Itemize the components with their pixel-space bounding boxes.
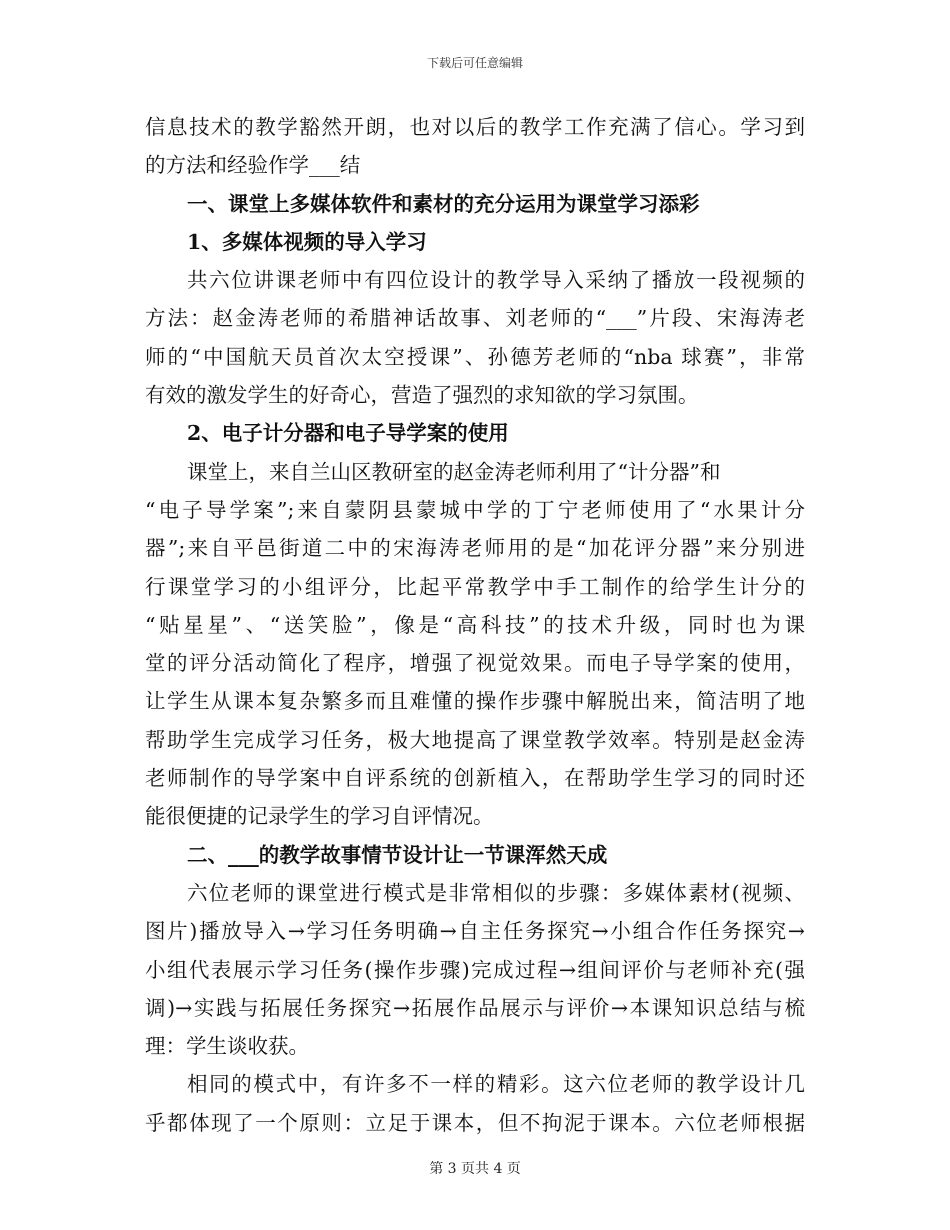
body-text-line: 行课堂学习的小组评分，比起平常教学中手工制作的给学生计分的 [145, 574, 805, 599]
body-text-line: 有效的激发学生的好奇心，营造了强烈的求知欲的学习氛围。 [145, 383, 699, 408]
body-text-line: 师的“中国航天员首次太空授课”、孙德芳老师的“nba 球赛”，非常 [145, 344, 805, 369]
body-text-line: 老师制作的导学案中自评系统的创新植入，在帮助学生学习的同时还 [145, 766, 805, 791]
section-heading: 二、___的教学故事情节设计让一节课浑然天成 [187, 842, 608, 867]
body-text-line: 方法：赵金涛老师的希腊神话故事、刘老师的“___”片段、宋海涛老 [145, 306, 805, 331]
body-text-line: 小组代表展示学习任务(操作步骤)完成过程→组间评价与老师补充(强 [145, 957, 805, 982]
body-text-line: 调)→实践与拓展任务探究→拓展作品展示与评价→本课知识总结与梳 [145, 995, 805, 1020]
body-text-line: “电子导学案”;来自蒙阴县蒙城中学的丁宁老师使用了“水果计分 [145, 497, 805, 522]
section-heading: 2、电子计分器和电子导学案的使用 [187, 421, 509, 446]
body-text-line: 相同的模式中，有许多不一样的精彩。这六位老师的教学设计几 [187, 1072, 805, 1097]
body-text-line: 六位老师的课堂进行模式是非常相似的步骤：多媒体素材(视频、 [187, 880, 805, 905]
body-text-line: 能很便捷的记录学生的学习自评情况。 [145, 804, 494, 829]
body-text-line: 图片)播放导入→学习任务明确→自主任务探究→小组合作任务探究→ [145, 919, 805, 944]
body-text-line: “贴星星”、“送笑脸”，像是“高科技”的技术升级，同时也为课 [145, 612, 805, 637]
body-text-line: 课堂上，来自兰山区教研室的赵金涛老师利用了“计分器”和 [187, 459, 721, 484]
body-text-line: 乎都体现了一个原则：立足于课本，但不拘泥于课本。六位老师根据 [145, 1110, 805, 1135]
body-text-line: 堂的评分活动简化了程序，增强了视觉效果。而电子导学案的使用， [145, 651, 805, 676]
body-text-line: 器”;来自平邑街道二中的宋海涛老师用的是“加花评分器”来分别进 [145, 536, 805, 561]
body-text-line: 理：学生谈收获。 [145, 1034, 309, 1059]
body-text-line: 共六位讲课老师中有四位设计的教学导入采纳了播放一段视频的 [187, 268, 805, 293]
body-text-line: 信息技术的教学豁然开朗，也对以后的教学工作充满了信心。学习到 [145, 115, 805, 139]
document-body [145, 108, 805, 1142]
section-heading: 一、课堂上多媒体软件和素材的充分运用为课堂学习添彩 [187, 191, 700, 216]
section-heading: 1、多媒体视频的导入学习 [187, 229, 427, 254]
body-text-line: 帮助学生完成学习任务，极大地提高了课堂教学效率。特别是赵金涛 [145, 727, 805, 752]
body-text-line: 让学生从课本复杂繁多而且难懂的操作步骤中解脱出来，简洁明了地 [145, 689, 805, 714]
body-text-line: 的方法和经验作学___结 [145, 153, 361, 178]
page-header: 下载后可任意编辑 [426, 56, 523, 70]
page-footer: 第 3 页共 4 页 [429, 1161, 521, 1177]
